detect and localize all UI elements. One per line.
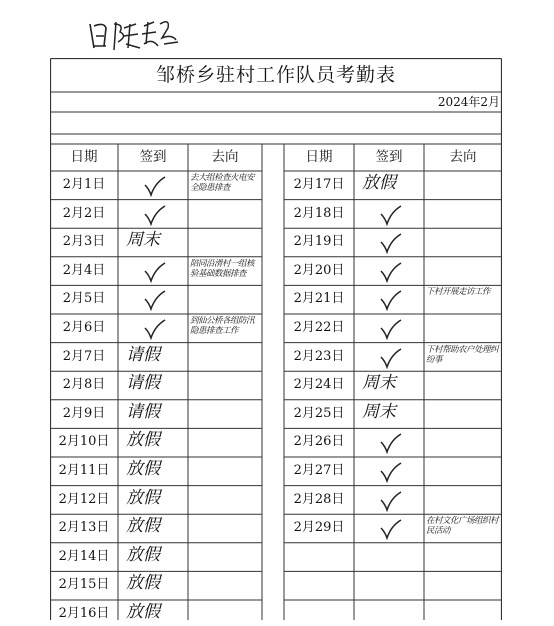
check-mark-icon xyxy=(379,232,403,254)
signin-text: 周末 xyxy=(362,373,396,394)
date-cell: 2月26日 xyxy=(293,434,345,450)
check-mark-icon xyxy=(379,318,403,340)
date-cell: 2月29日 xyxy=(293,520,345,536)
date-cell: 2月22日 xyxy=(293,320,345,335)
check-mark-icon xyxy=(379,289,403,311)
date-cell: 2月11日 xyxy=(58,463,110,478)
handwritten-signature xyxy=(84,14,194,54)
direction-note: 到仙公桥各组防汛隐患排查工作 xyxy=(190,316,255,336)
check-mark-icon xyxy=(379,518,403,540)
date-cell: 2月25日 xyxy=(293,405,345,421)
check-mark-icon xyxy=(143,318,167,340)
direction-note: 下村开展走访工作 xyxy=(426,287,491,298)
signin-text: 放假 xyxy=(126,544,160,565)
date-cell: 2月7日 xyxy=(62,348,106,364)
direction-note: 去大组检查火电安全隐患排查 xyxy=(190,173,255,193)
signin-text: 放假 xyxy=(126,602,160,622)
signin-text: 请假 xyxy=(126,344,160,365)
direction-note: 下村帮助农户处理纠纷事 xyxy=(426,344,499,365)
check-mark-icon xyxy=(379,432,403,454)
month-label: 2024年2月 xyxy=(437,95,500,109)
check-mark-icon xyxy=(143,289,167,311)
check-mark-icon xyxy=(143,261,167,283)
page-title: 邹桥乡驻村工作队员考勤表 xyxy=(155,64,396,86)
date-cell: 2月17日 xyxy=(293,177,345,192)
date-cell: 2月24日 xyxy=(293,377,345,393)
date-cell: 2月3日 xyxy=(62,234,106,250)
date-cell: 2月13日 xyxy=(58,520,110,536)
header-signin-left: 签到 xyxy=(139,149,167,165)
date-cell: 2月18日 xyxy=(293,205,345,221)
check-mark-icon xyxy=(379,490,403,512)
header-signin-right: 签到 xyxy=(375,149,403,165)
signin-text: 周末 xyxy=(126,230,160,251)
date-cell: 2月21日 xyxy=(293,291,345,307)
date-cell: 2月6日 xyxy=(62,320,106,335)
date-cell: 2月16日 xyxy=(58,606,110,621)
signin-text: 放假 xyxy=(126,459,160,479)
check-mark-icon xyxy=(143,175,167,197)
date-cell: 2月28日 xyxy=(293,491,345,507)
signin-text: 放假 xyxy=(126,430,160,451)
date-cell: 2月27日 xyxy=(293,463,345,478)
date-cell: 2月2日 xyxy=(62,205,106,221)
date-cell: 2月12日 xyxy=(58,491,110,507)
date-cell: 2月8日 xyxy=(62,377,106,393)
check-mark-icon xyxy=(143,204,167,226)
signin-text: 放假 xyxy=(126,516,160,537)
date-cell: 2月10日 xyxy=(58,434,110,450)
header-direction-right: 去向 xyxy=(449,149,477,165)
attendance-sheet xyxy=(50,58,502,620)
date-cell: 2月20日 xyxy=(293,262,345,278)
check-mark-icon xyxy=(379,461,403,483)
date-cell: 2月5日 xyxy=(62,291,106,307)
header-date-left: 日期 xyxy=(70,149,98,165)
date-cell: 2月14日 xyxy=(58,548,110,564)
signin-text: 放假 xyxy=(126,573,160,594)
check-mark-icon xyxy=(379,347,403,369)
signin-text: 放假 xyxy=(362,173,396,193)
signin-text: 请假 xyxy=(126,401,160,422)
date-cell: 2月23日 xyxy=(293,348,345,364)
check-mark-icon xyxy=(379,204,403,226)
date-cell: 2月9日 xyxy=(62,405,106,421)
signin-text: 请假 xyxy=(126,373,160,394)
signin-text: 周末 xyxy=(362,401,396,422)
direction-note: 陪同沿滑村一组核验基础数据排查 xyxy=(190,258,255,279)
direction-note: 在村文化广场组织村民活动 xyxy=(426,516,499,537)
date-cell: 2月1日 xyxy=(62,177,106,192)
date-cell: 2月19日 xyxy=(293,234,345,250)
date-cell: 2月4日 xyxy=(62,262,106,278)
header-date-right: 日期 xyxy=(305,149,333,165)
signin-text: 放假 xyxy=(126,487,160,508)
header-direction-left: 去向 xyxy=(211,149,239,165)
date-cell: 2月15日 xyxy=(58,577,110,593)
check-mark-icon xyxy=(379,261,403,283)
